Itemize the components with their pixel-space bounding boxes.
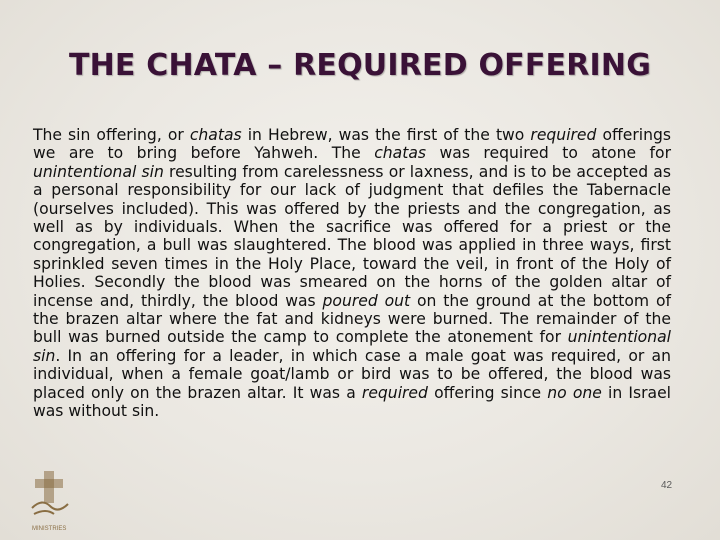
- text-run: in Israel was without sin.: [33, 383, 672, 421]
- text-run: was required to atone for: [426, 144, 671, 163]
- term-chatas: chatas: [374, 144, 427, 163]
- body-paragraph: [33, 126, 671, 421]
- text-run: resulting from carelessness or laxness, and is to be accepted as a personal responsibility for our lack of judgment that defiles the Tabernacle (ourselves included). This was offered by the priests and the congregation, as well as by individuals. When the sacrifice was offered for a priest or the congregation, a bull was slaughtered. The blood was applied in three ways, first sprinkled seven times in the Holy Place, toward the veil, in front of the Holy of Holies. Secondly the blood was smeared on the horns of the golden altar of incense and, thirdly, the blood was: [33, 162, 671, 310]
- term-chatas: chatas: [189, 126, 242, 144]
- text-run: in Hebrew, was the first of the two: [241, 126, 531, 144]
- text-run: offerings we are to bring before Yahweh. The: [33, 126, 672, 163]
- logo-text: MINISTRIES: [32, 526, 67, 532]
- page-number: 42: [661, 480, 673, 491]
- slide-title: THE CHATA – REQUIRED OFFERING: [68, 48, 652, 83]
- text-run: on the ground at the bottom of the brazen altar where the fat and kidneys were burned. The remainder of the bull was burned outside the camp to complete the atonement for: [33, 291, 671, 347]
- term-no-one: no one: [547, 383, 602, 402]
- text-run: The sin offering, or: [33, 126, 190, 144]
- ministry-logo: [28, 468, 72, 534]
- term-required: required: [530, 126, 597, 144]
- term-unintentional-sin: unintentional sin: [33, 328, 671, 365]
- text-run: . In an offering for a leader, in which case a male goat was required, or an individual, when a female goat/lamb or bird was to be offered, the blood was placed only on the brazen altar. It was a: [33, 346, 671, 402]
- term-required: required: [361, 383, 428, 402]
- term-unintentional-sin: unintentional sin: [33, 162, 164, 181]
- term-poured-out: poured out: [322, 291, 411, 310]
- text-run: offering since: [427, 383, 548, 402]
